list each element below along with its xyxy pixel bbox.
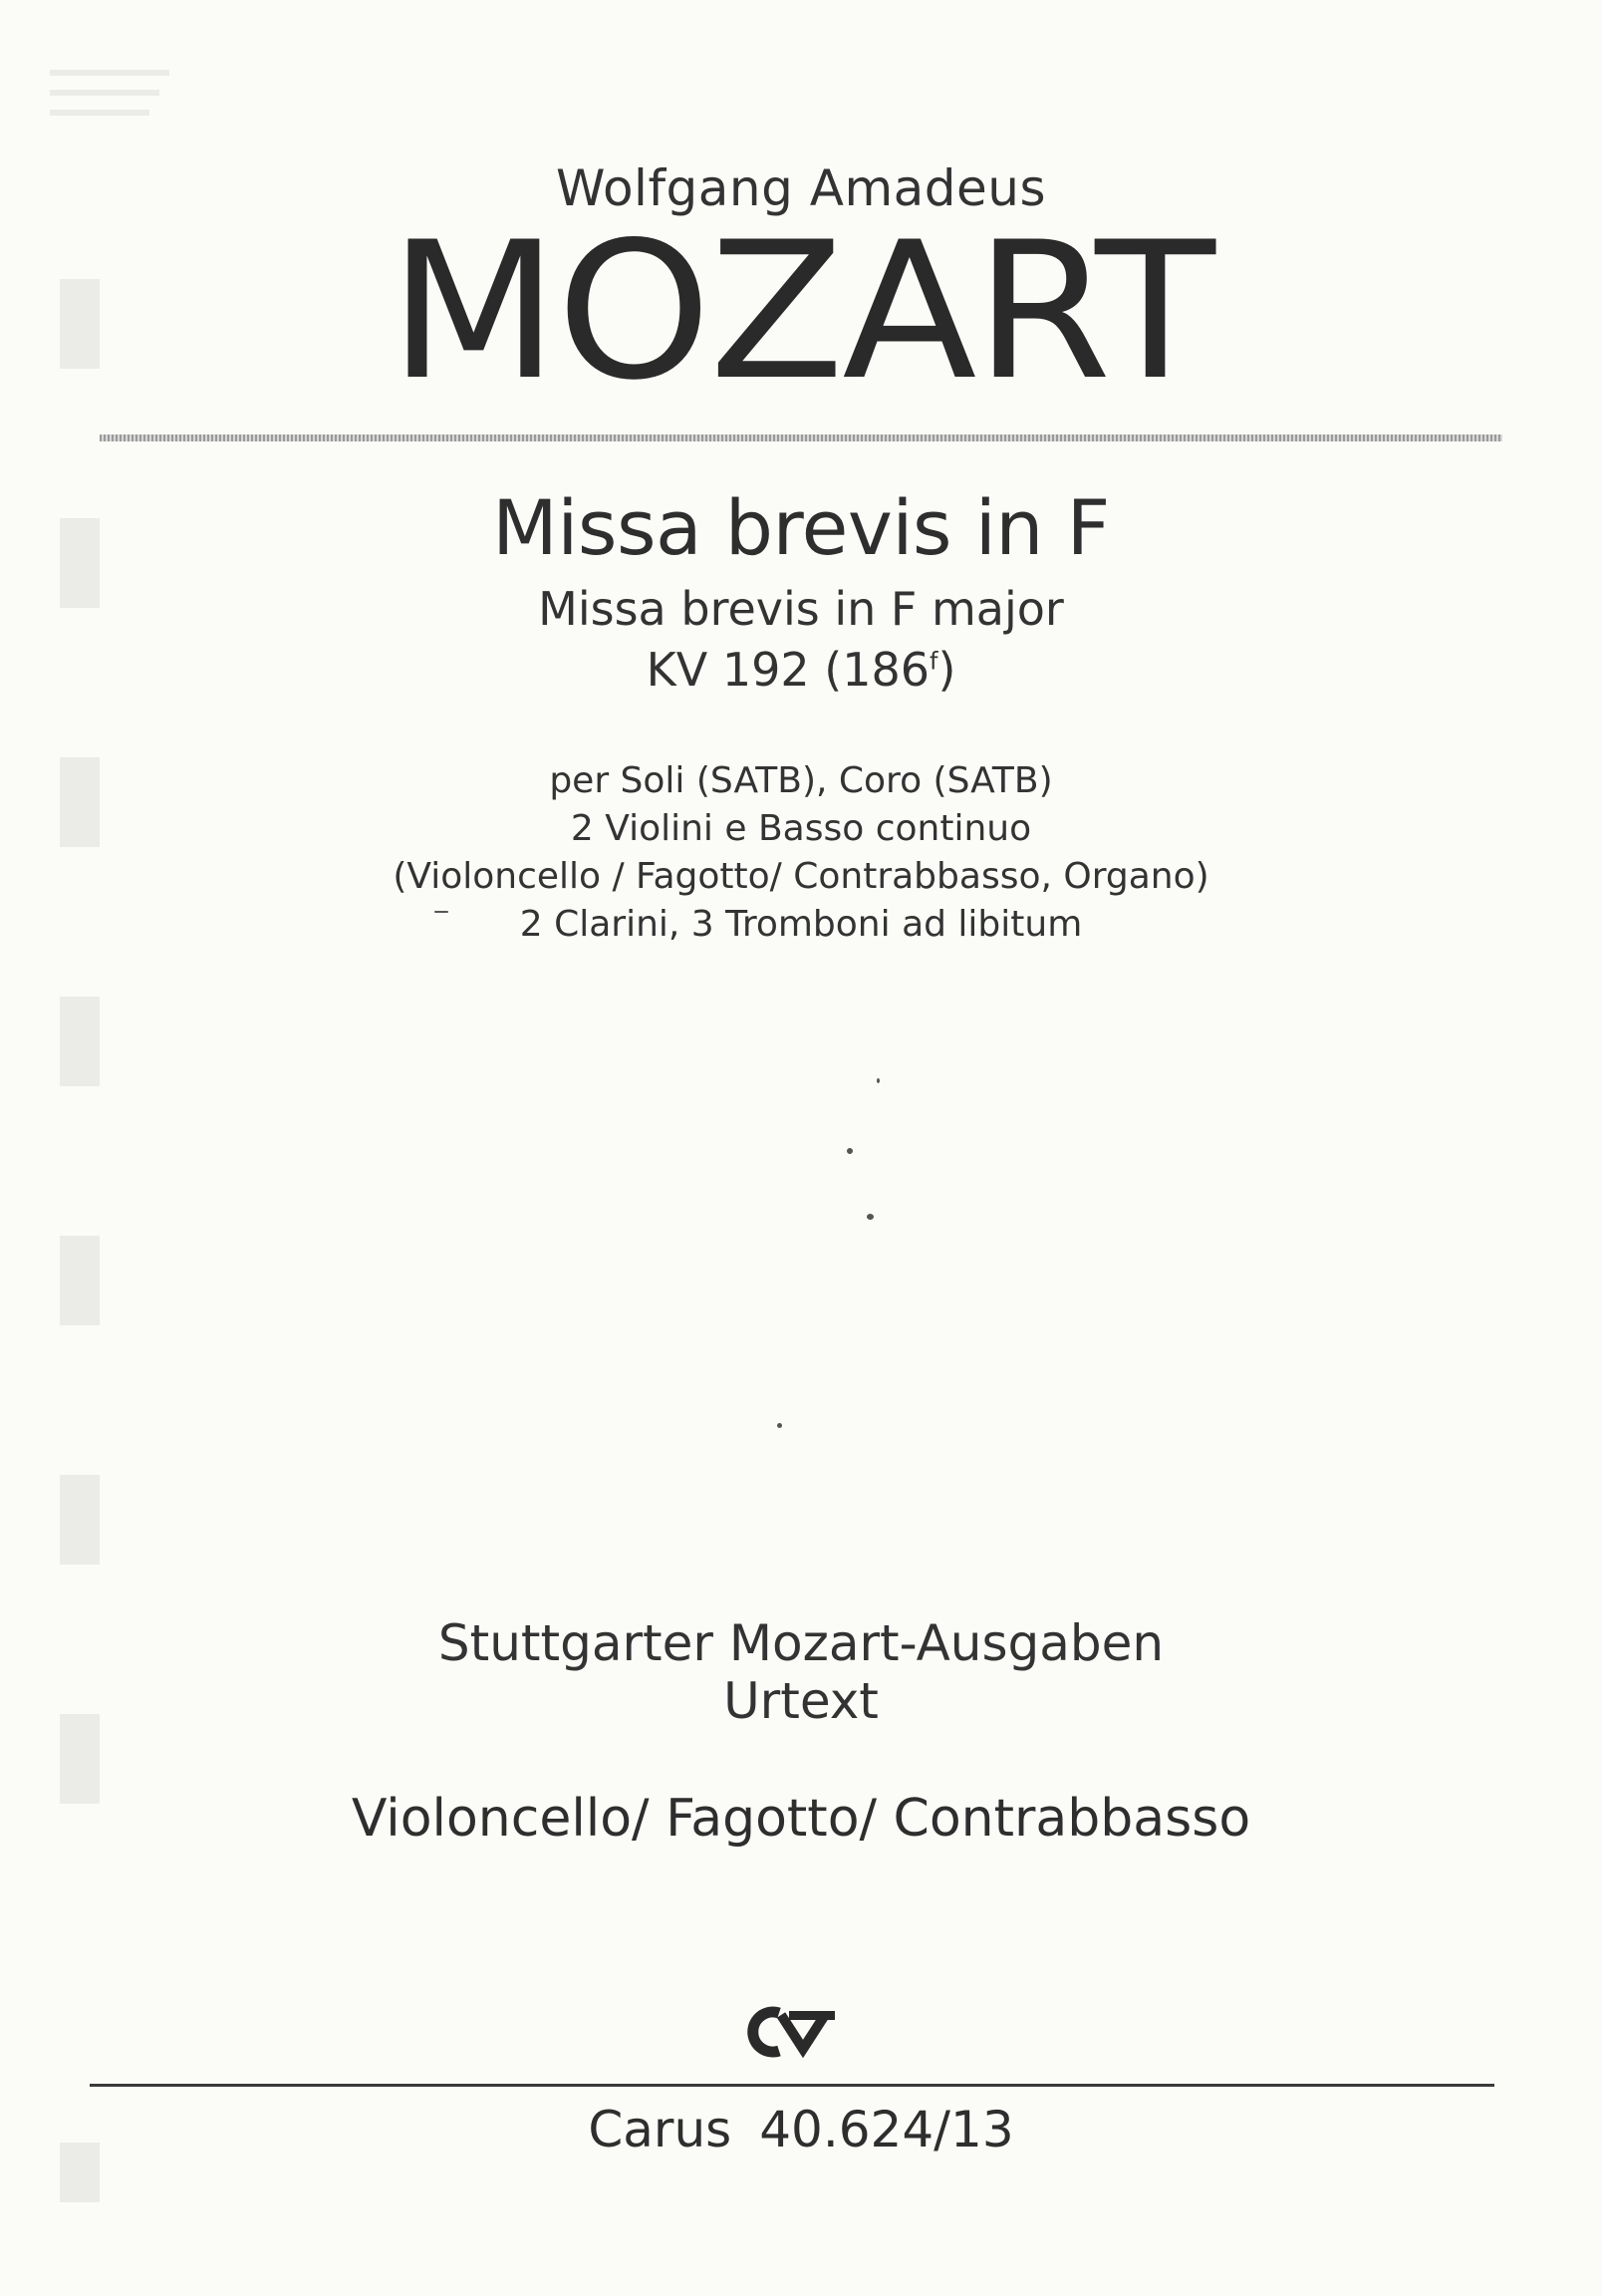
paper-speck (867, 1214, 874, 1220)
paper-speck (434, 911, 448, 913)
carus-logo-icon (745, 2005, 837, 2059)
publisher-name: Carus (588, 2101, 732, 2158)
scoring-line: 2 Clarini, 3 Tromboni ad libitum (519, 904, 1083, 945)
composer-first-names: Wolfgang Amadeus (555, 159, 1047, 217)
publisher-number: 40.624/13 (759, 2101, 1014, 2158)
work-subtitle: Missa brevis in F major (538, 582, 1064, 636)
part-name: Violoncello/ Fagotto/ Contrabbasso (351, 1789, 1251, 1849)
composer-surname: MOZART (389, 201, 1213, 422)
paper-speck (847, 1148, 853, 1154)
edition-series: Stuttgarter Mozart-Ausgaben (437, 1614, 1165, 1672)
publisher-catalog (0, 2101, 1602, 2158)
edition-type: Urtext (723, 1672, 879, 1730)
scoring-line: (Violoncello / Fagotto/ Contrabbasso, Organo) (393, 856, 1209, 897)
scoring-line: 2 Violini e Basso continuo (570, 808, 1032, 849)
paper-speck (777, 1423, 782, 1428)
catalog-number (0, 643, 1602, 697)
work-title: Missa brevis in F (492, 483, 1110, 572)
catalog-number-close: ) (937, 643, 956, 697)
paper-speck (877, 1078, 880, 1083)
catalog-number-sup: f (930, 647, 938, 676)
top-rule-divider (100, 434, 1502, 441)
catalog-number-main: KV 192 (186 (646, 643, 931, 697)
scoring-line: per Soli (SATB), Coro (SATB) (549, 760, 1053, 801)
bottom-rule-divider (90, 2084, 1494, 2087)
edition-block (0, 1614, 1602, 1730)
scoring-block (0, 757, 1602, 949)
